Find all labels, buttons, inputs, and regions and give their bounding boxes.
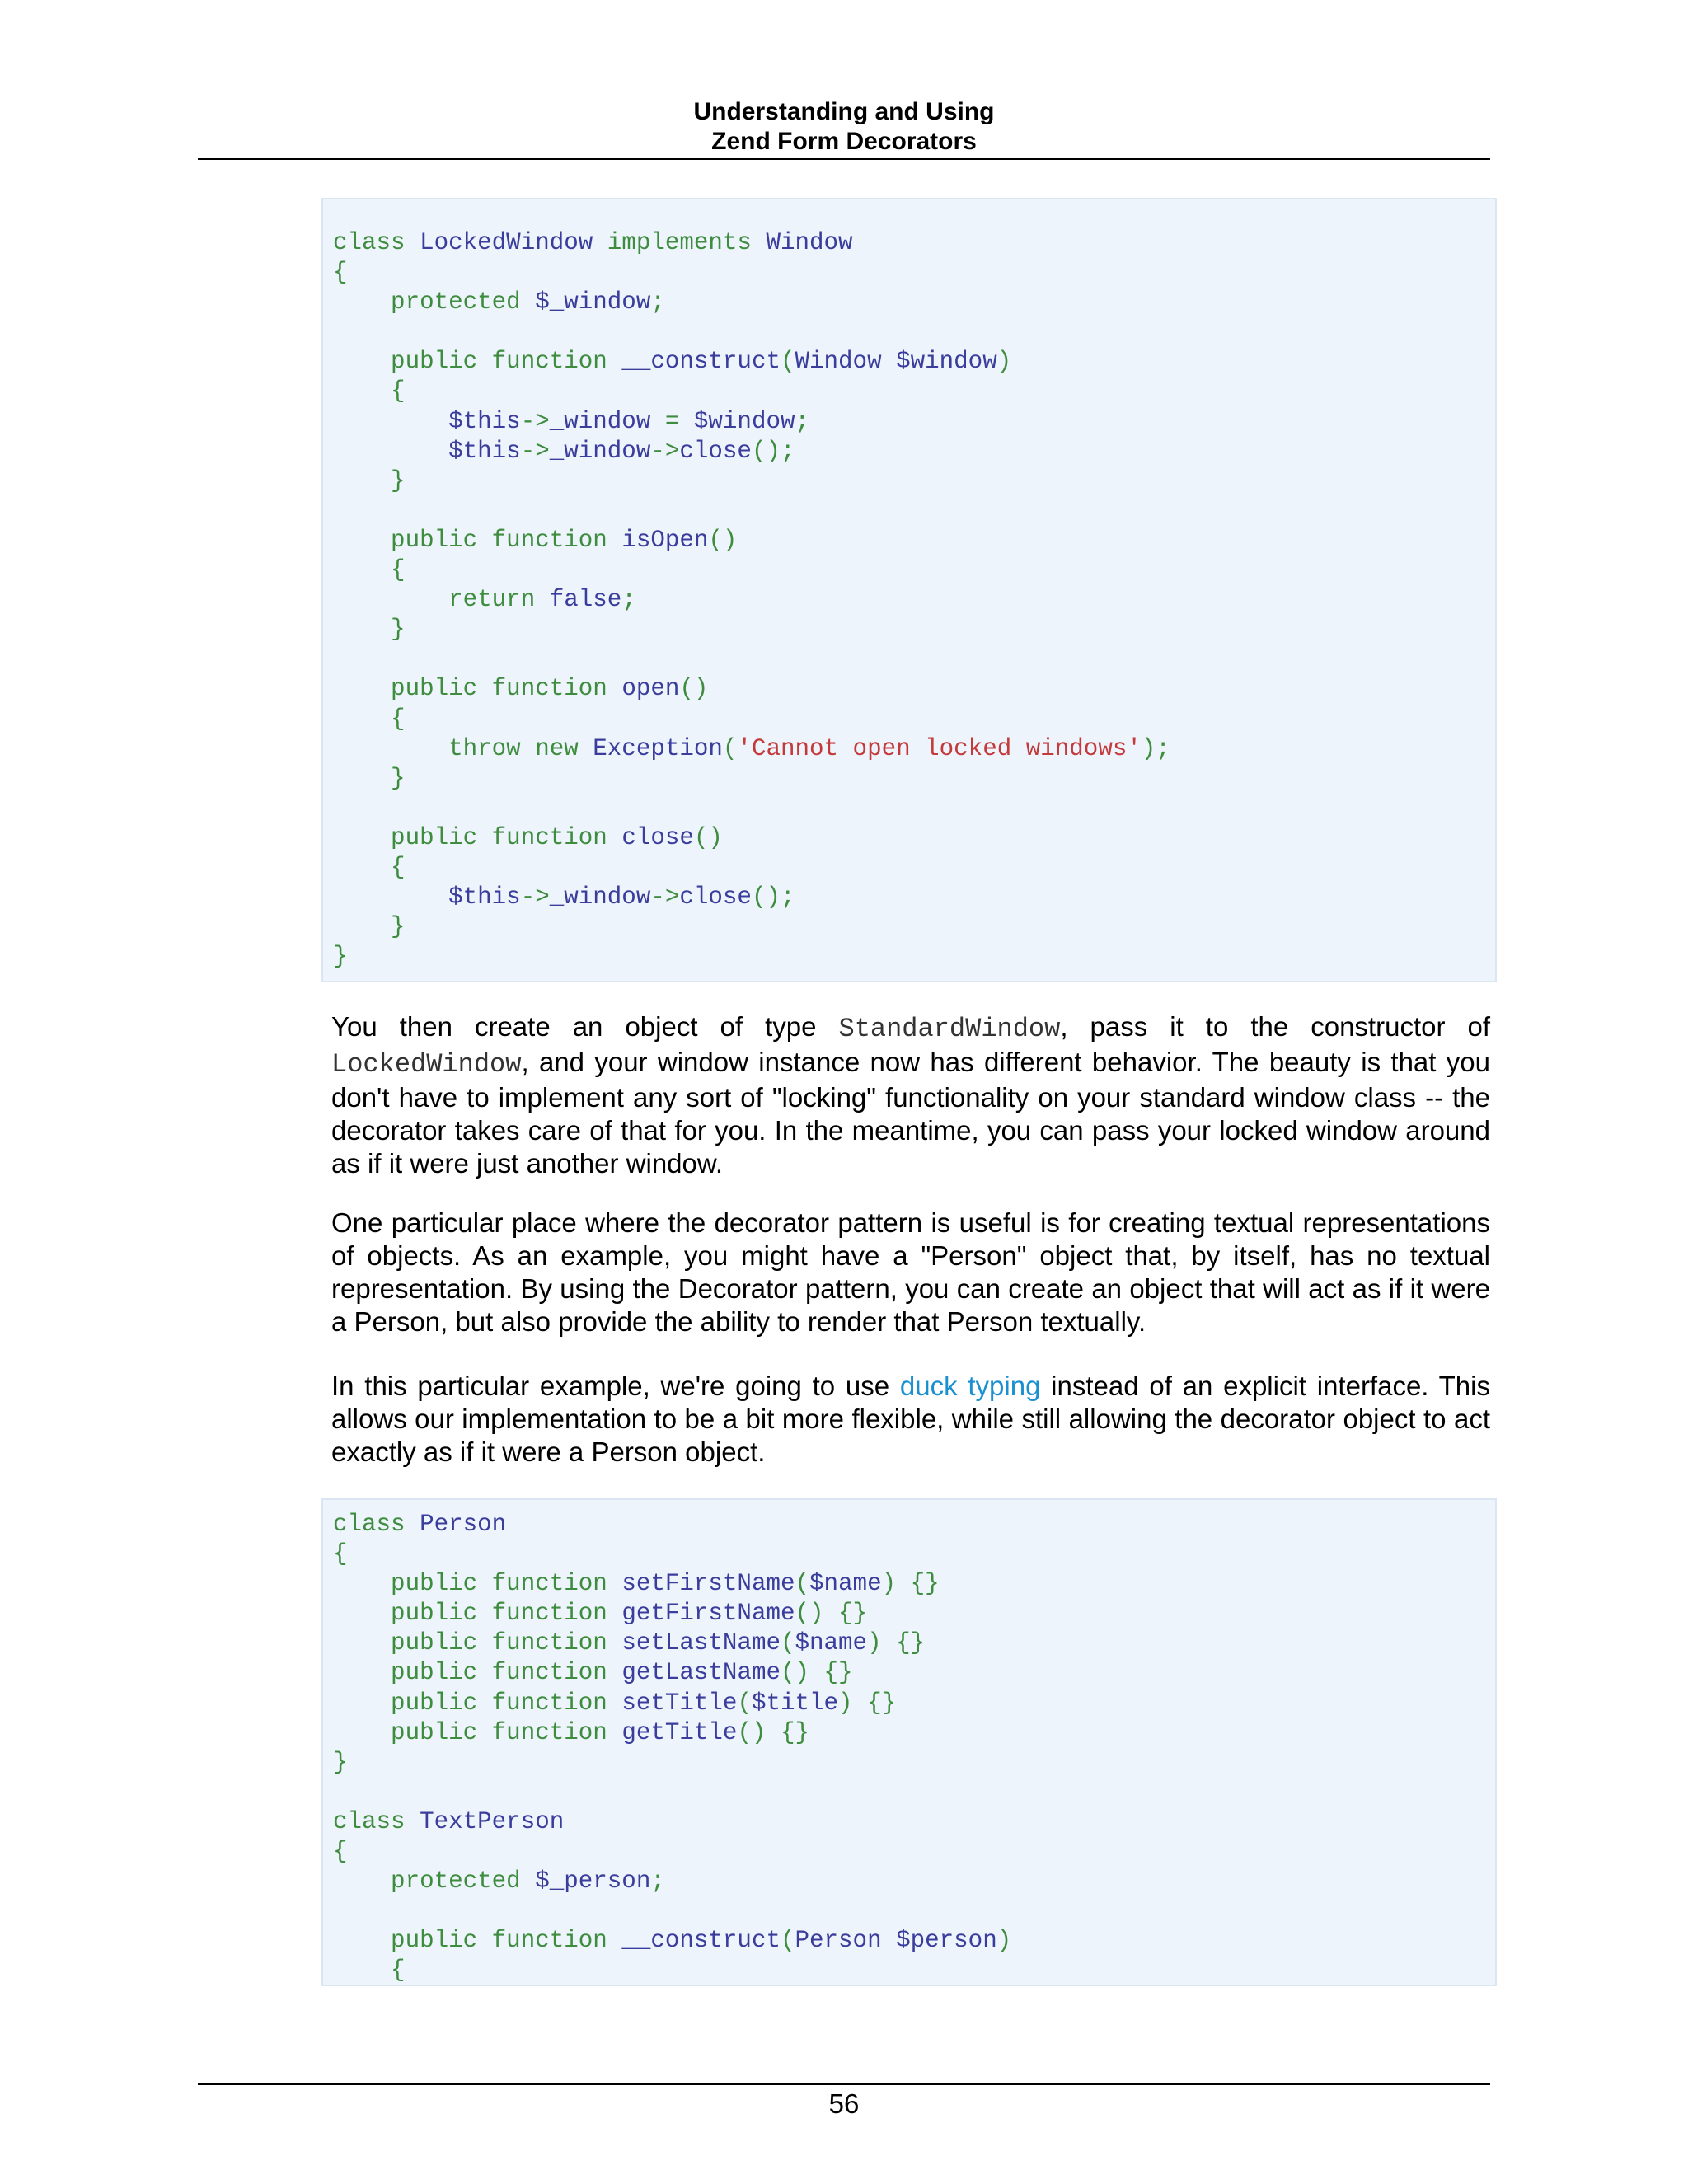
code-line [333, 438, 795, 465]
code-token: { [333, 1957, 406, 1985]
code-line [333, 705, 406, 733]
code-token: __construct [621, 348, 781, 376]
code-token: ( [722, 734, 738, 762]
code-token: public function [333, 1659, 622, 1687]
header-rule [198, 158, 1490, 160]
code-token: -> [650, 437, 680, 465]
code-token: getTitle [621, 1718, 738, 1746]
code-token: ) {} [867, 1629, 926, 1657]
code-token: { [333, 1540, 348, 1568]
code-token: $title [751, 1689, 839, 1717]
code-token: { [333, 556, 406, 584]
code-token: class [333, 229, 420, 256]
code-token: close [679, 883, 752, 912]
code-line [333, 348, 1011, 375]
code-token: $this [333, 437, 521, 465]
code-token: false [549, 586, 622, 614]
code-token: -> [650, 883, 680, 912]
code-token: close [621, 823, 694, 851]
code-token: Window [766, 229, 853, 256]
code-line [333, 883, 795, 911]
code-line [333, 1570, 940, 1597]
code-token: () [679, 675, 709, 703]
code-line [333, 1749, 348, 1776]
duck-typing-link[interactable]: duck typing [899, 1371, 1041, 1401]
code-listing [333, 228, 1495, 972]
code-token: _window [549, 407, 665, 435]
code-token: protected [333, 1868, 536, 1896]
code-line [333, 1511, 506, 1538]
code-token: setTitle [621, 1689, 738, 1717]
running-header [198, 97, 1490, 157]
footer-rule [198, 2083, 1490, 2085]
code-token: class [333, 1511, 420, 1538]
paragraph-3 [331, 1370, 1490, 1469]
header-title-line-1: Understanding and Using [693, 98, 995, 125]
page-number: 56 [828, 2088, 860, 2119]
code-token: } [333, 616, 406, 644]
code-token: () [693, 823, 723, 851]
code-token: LockedWindow [420, 229, 607, 256]
code-line [333, 943, 348, 970]
code-line [333, 288, 665, 316]
header-title-line-2: Zend Form Decorators [711, 128, 977, 155]
code-token: Exception [593, 734, 723, 762]
code-token: throw new [333, 734, 593, 762]
code-line [333, 1540, 348, 1568]
code-line [333, 229, 853, 256]
code-line [333, 1600, 867, 1627]
code-token: { [333, 1838, 348, 1866]
code-token: { [333, 377, 406, 405]
code-line [333, 735, 1170, 762]
code-line [333, 675, 708, 702]
code-line [333, 1690, 896, 1717]
code-token: Window $window [795, 348, 997, 376]
code-token: () {} [795, 1600, 868, 1628]
code-token: } [333, 764, 406, 792]
code-token: public function [333, 1718, 622, 1746]
paragraph-1 [331, 1010, 1490, 1180]
code-line [333, 1957, 406, 1984]
code-line [333, 408, 809, 435]
code-token: ( [780, 1927, 795, 1955]
code-token: $name [795, 1629, 868, 1657]
code-token: return [333, 586, 550, 614]
code-token: Person [420, 1511, 507, 1538]
code-line [333, 616, 406, 643]
code-token: { [333, 259, 348, 287]
code-token: ( [737, 1689, 752, 1717]
code-token: { [333, 705, 406, 733]
code-token: } [333, 466, 406, 494]
code-token: ); [1141, 734, 1170, 762]
code-line [333, 377, 406, 405]
code-token: (); [751, 437, 795, 465]
code-line [333, 1868, 665, 1895]
code-line [333, 1808, 564, 1835]
code-token: public function [333, 1689, 622, 1717]
code-token: $window [693, 407, 795, 435]
code-token: () [708, 526, 738, 554]
code-token: ; [650, 288, 665, 316]
code-token: _window [549, 437, 651, 465]
code-token: $_person [535, 1868, 651, 1896]
code-token: implements [607, 229, 767, 256]
code-token: setFirstName [621, 1570, 795, 1598]
code-token: } [333, 913, 406, 941]
code-token: isOpen [621, 526, 709, 554]
code-token: public function [333, 1927, 622, 1955]
code-token: ) {} [838, 1689, 897, 1717]
code-listing [333, 1510, 1495, 1986]
code-token: ( [780, 348, 795, 376]
code-block-locked-window [321, 198, 1497, 982]
paragraph-3-text-a: In this particular example, we're going to use [331, 1371, 900, 1401]
code-token: close [679, 437, 752, 465]
code-token: ( [795, 1570, 810, 1598]
code-token: setLastName [621, 1629, 781, 1657]
code-token: -> [520, 407, 550, 435]
code-token: public function [333, 675, 622, 703]
code-token: $_window [535, 288, 651, 316]
code-token: -> [520, 883, 550, 912]
code-line [333, 824, 723, 851]
code-token: -> [520, 437, 550, 465]
code-token: public function [333, 348, 622, 376]
code-line [333, 467, 406, 494]
code-token: () {} [780, 1659, 853, 1687]
code-token: public function [333, 1600, 622, 1628]
code-token: () {} [737, 1718, 810, 1746]
code-line [333, 765, 406, 792]
code-token: getFirstName [621, 1600, 795, 1628]
code-token: } [333, 943, 348, 971]
paragraph-1-text-c: , and your window instance now has different behavior. The beauty is that you don't have to implement any sort of "locking" functionality on your standard window class -- the decorator takes care of that for you. In the meantime, you can pass your locked window around as if it were just another window. [331, 1047, 1490, 1179]
code-token: $this [333, 407, 521, 435]
inline-code-standard-window: StandardWindow [838, 1014, 1061, 1044]
code-token: $name [809, 1570, 882, 1598]
code-line [333, 1629, 925, 1657]
inline-code-locked-window: LockedWindow [331, 1049, 522, 1080]
code-token: ; [621, 586, 636, 614]
code-block-person [321, 1498, 1497, 1986]
code-line [333, 1927, 1011, 1954]
code-line [333, 259, 348, 286]
code-token: ) [996, 1927, 1012, 1955]
code-token: ; [795, 407, 810, 435]
code-token: ; [650, 1868, 665, 1896]
code-token: TextPerson [420, 1807, 565, 1835]
code-token: (); [751, 883, 795, 912]
code-token: _window [549, 883, 651, 912]
code-token: $this [333, 883, 521, 912]
code-token: ( [780, 1629, 795, 1657]
paragraph-3-text-b: instead of an explicit interface. This allows our implementation to be a bit more flexible, while still allowing the decorator object to act exactly as if it were a Person object. [331, 1371, 1490, 1467]
code-line [333, 854, 406, 881]
code-token: protected [333, 288, 536, 316]
code-token: public function [333, 1570, 622, 1598]
code-token: getLastName [621, 1659, 781, 1687]
code-token: public function [333, 1629, 622, 1657]
code-token: { [333, 853, 406, 881]
code-token: class [333, 1807, 420, 1835]
code-line [333, 556, 406, 583]
code-token: open [621, 675, 680, 703]
code-token: } [333, 1748, 348, 1776]
code-token: 'Cannot open locked windows' [737, 734, 1142, 762]
code-line [333, 1719, 809, 1746]
code-line [333, 1659, 853, 1686]
code-line [333, 586, 636, 613]
paragraph-2: One particular place where the decorator pattern is useful is for creating textual representations of objects. As an example, you might have a "Person" object that, by itself, has no textual representation. By using the Decorator pattern, you can create an object that will act as if it were a Person, but also provide the ability to render that Person textually. [331, 1207, 1490, 1337]
paragraph-1-text-a: You then create an object of type [331, 1011, 839, 1042]
code-token: public function [333, 823, 622, 851]
code-line [333, 1838, 348, 1865]
code-token: ) [996, 348, 1012, 376]
code-token: public function [333, 526, 622, 554]
paragraph-1-text-b: , pass it to the constructor of [1060, 1011, 1491, 1042]
code-token: __construct [621, 1927, 781, 1955]
code-line [333, 527, 737, 554]
code-token: = [664, 407, 694, 435]
code-line [333, 913, 406, 940]
code-token: Person $person [795, 1927, 997, 1955]
code-token: ) {} [881, 1570, 940, 1598]
